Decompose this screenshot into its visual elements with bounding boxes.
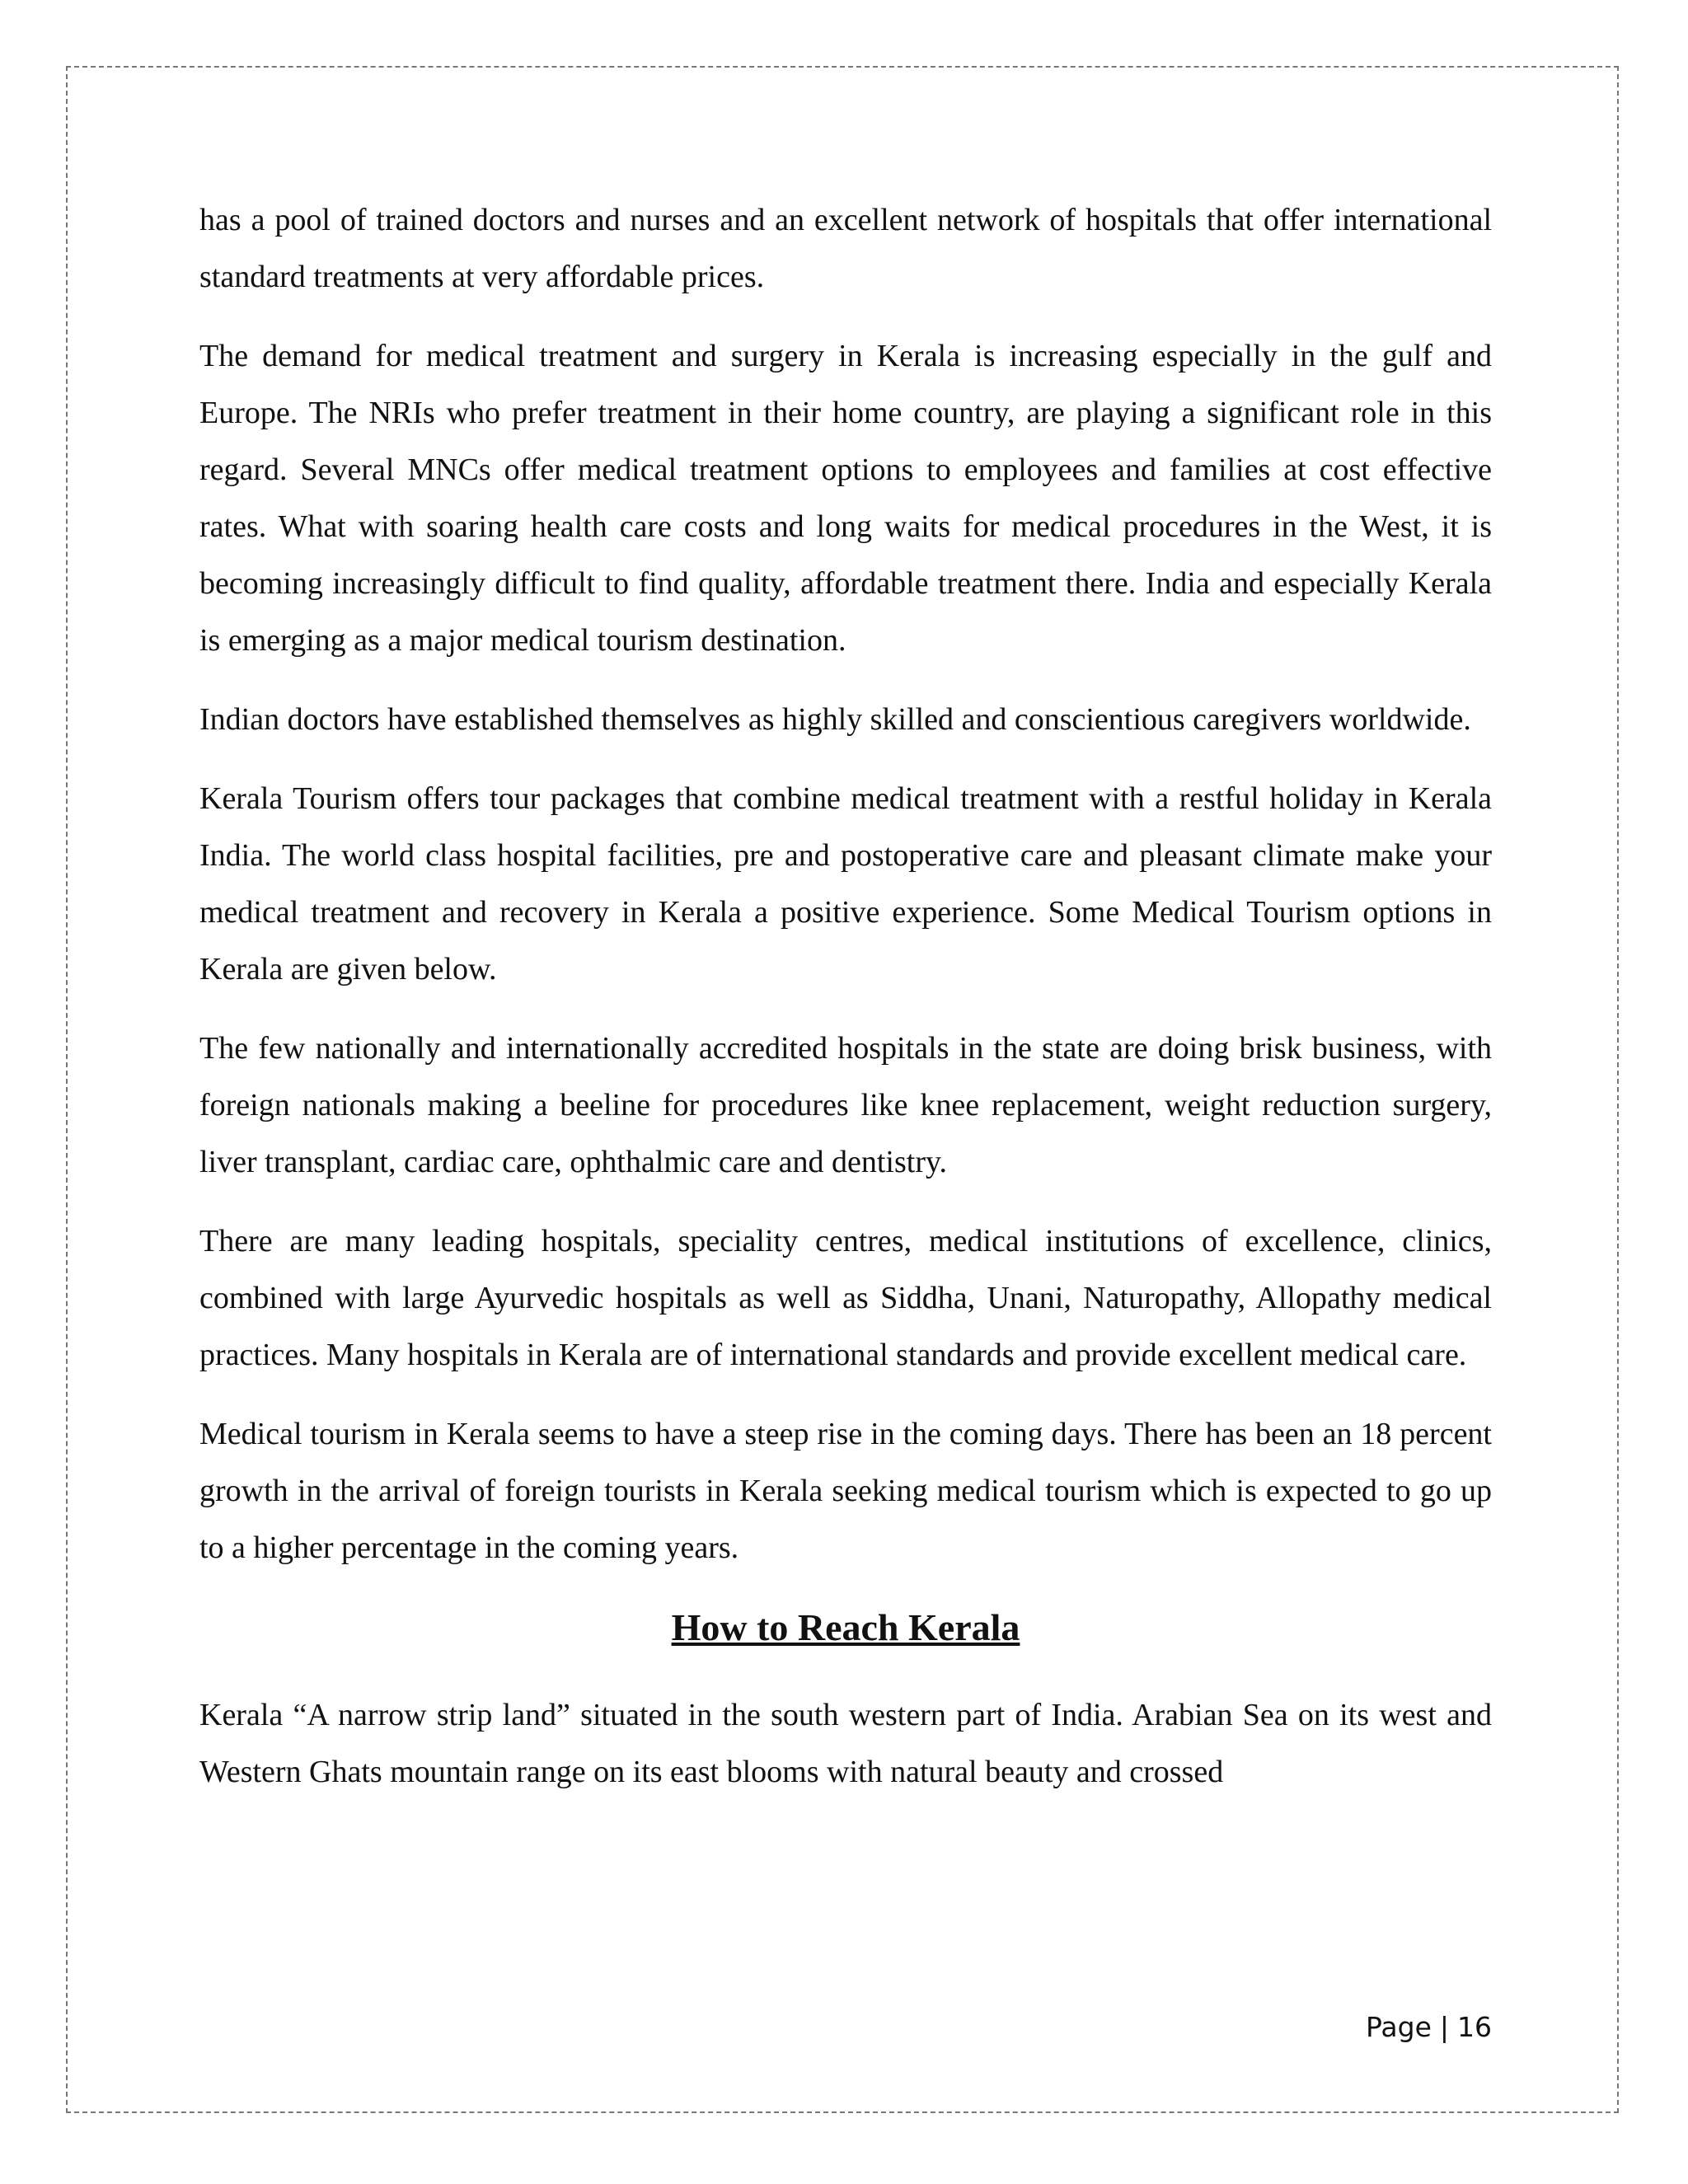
paragraph-leading-hospitals: There are many leading hospitals, speciality centres, medical institutions of excellence, clinics, combined with large Ayurvedic hospitals as well as Siddha, Unani, Naturopathy, Allopathy medical practices. Many hospitals in Kerala are of international standards and provide excellent medical care. (199, 1224, 1492, 1372)
page-number: 16 (1457, 2011, 1492, 2043)
page-footer (1366, 2011, 1492, 2043)
document-body (199, 192, 1492, 1823)
paragraph-demand: The demand for medical treatment and surgery in Kerala is increasing especially in the gulf and Europe. The NRIs who prefer treatment in their home country, are playing a significant role in this regard. Several MNCs offer medical treatment options to employees and families at cost effective rates. What with soaring health care costs and long waits for medical procedures in the West, it is becoming increasingly difficult to find quality, affordable treatment there. India and especially Kerala is emerging as a major medical tourism destination. (199, 339, 1492, 658)
paragraph-growth: Medical tourism in Kerala seems to have a steep rise in the coming days. There has been an 18 percent growth in the arrival of foreign tourists in Kerala seeking medical tourism which is expected to go up to a higher percentage in the coming years. (199, 1417, 1492, 1565)
paragraph-accredited-hospitals: The few nationally and internationally accredited hospitals in the state are doing brisk business, with foreign nationals making a beeline for procedures like knee replacement, weight reduction surgery, liver transplant, cardiac care, ophthalmic care and dentistry. (199, 1031, 1492, 1179)
paragraph-intro-continuation: has a pool of trained doctors and nurses and an excellent network of hospitals that offer international standard treatments at very affordable prices. (199, 203, 1492, 294)
section-heading: How to Reach Kerala (671, 1606, 1020, 1648)
paragraph-how-to-reach: Kerala “A narrow strip land” situated in the south western part of India. Arabian Sea on its west and Western Ghats mountain range on its east blooms with natural beauty and crossed (199, 1698, 1492, 1789)
page-label: Page (1365, 2011, 1432, 2043)
paragraph-tour-packages: Kerala Tourism offers tour packages that combine medical treatment with a restful holiday in Kerala India. The world class hospital facilities, pre and postoperative care and pleasant climate make your medical treatment and recovery in Kerala a positive experience. Some Medical Tourism options in Kerala are given below. (199, 781, 1492, 987)
paragraph-indian-doctors: Indian doctors have established themselves as highly skilled and conscientious caregivers worldwide. (199, 702, 1471, 737)
footer-separator: | (1439, 2011, 1449, 2043)
